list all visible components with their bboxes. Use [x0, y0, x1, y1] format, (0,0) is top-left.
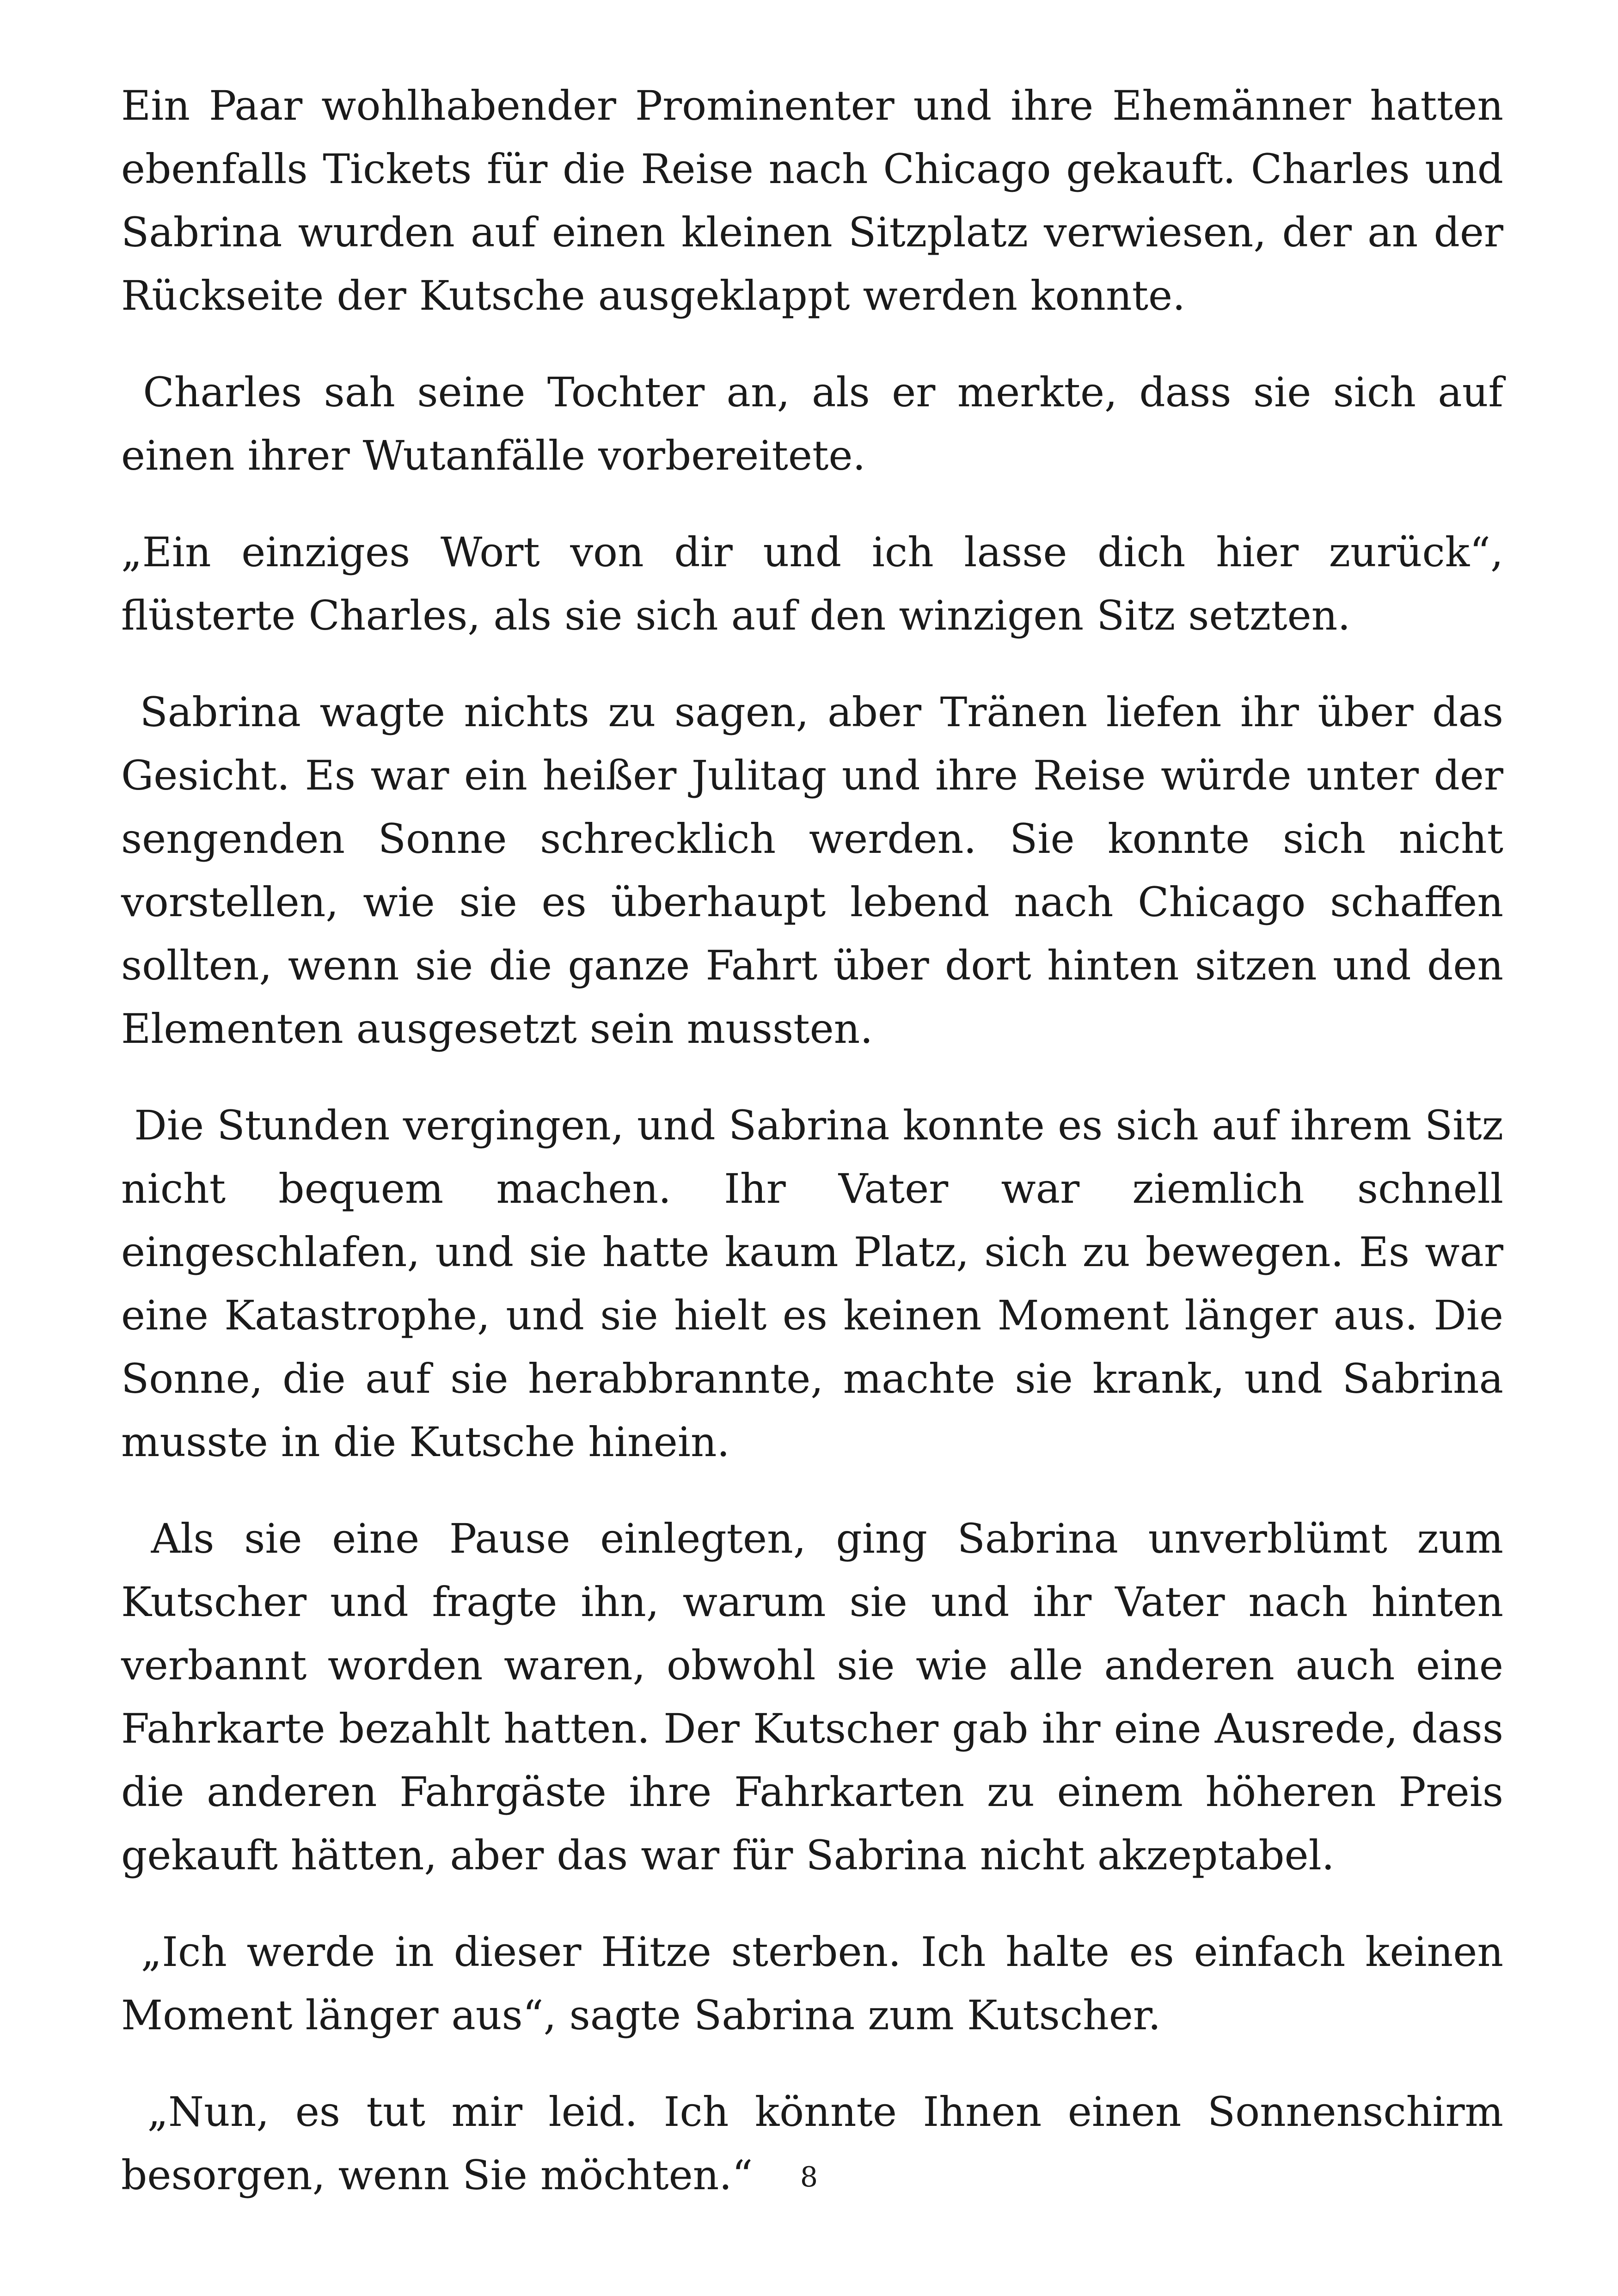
page-body [121, 74, 1516, 2240]
paragraph-1: Ein Paar wohlhabender Prominenter und ihre Ehemänner hatten ebenfalls Tickets für die Reise nach Chicago gekauft. Charles und Sabrina wurden auf einen kleinen Sitzplatz verwiesen, der an der Rückseite der Kutsche ausgeklappt werden konnte. [121, 82, 1516, 319]
paragraph-3: „Ein einziges Wort von dir und ich lasse dich hier zurück“, flüsterte Charles, als sie sich auf den winzigen Sitz setzten. [121, 528, 1516, 639]
paragraph-8: „Nun, es tut mir leid. Ich könnte Ihnen einen Sonnenschirm besorgen, wenn Sie möchten.“ [121, 2088, 1516, 2199]
paragraph-2: Charles sah seine Tochter an, als er merkte, dass sie sich auf einen ihrer Wutanfälle vorbereitete. [121, 368, 1516, 479]
page-number: 8 [800, 2161, 818, 2193]
paragraph-5: Die Stunden vergingen, und Sabrina konnte es sich auf ihrem Sitz nicht bequem machen. Ihr Vater war ziemlich schnell eingeschlafen, und sie hatte kaum Platz, sich zu bewegen. Es war eine Katastrophe, und sie hielt es keinen Moment länger aus. Die Sonne, die auf sie herabbrannte, machte sie krank, und Sabrina musste in die Kutsche hinein. [121, 1102, 1516, 1466]
paragraph-7: „Ich werde in dieser Hitze sterben. Ich halte es einfach keinen Moment länger aus“, sagte Sabrina zum Kutscher. [121, 1928, 1516, 2039]
paragraph-4: Sabrina wagte nichts zu sagen, aber Tränen liefen ihr über das Gesicht. Es war ein heißer Julitag und ihre Reise würde unter der sengenden Sonne schrecklich werden. Sie konnte sich nicht vorstellen, wie sie es überhaupt lebend nach Chicago schaffen sollten, wenn sie die ganze Fahrt über dort hinten sitzen und den Elementen ausgesetzt sein mussten. [121, 688, 1516, 1053]
paragraph-6: Als sie eine Pause einlegten, ging Sabrina unverblümt zum Kutscher und fragte ihn, warum sie und ihr Vater nach hinten verbannt worden waren, obwohl sie wie alle anderen auch eine Fahrkarte bezahlt hatten. Der Kutscher gab ihr eine Ausrede, dass die anderen Fahrgäste ihre Fahrkarten zu einem höheren Preis gekauft hätten, aber das war für Sabrina nicht akzeptabel. [121, 1515, 1516, 1879]
